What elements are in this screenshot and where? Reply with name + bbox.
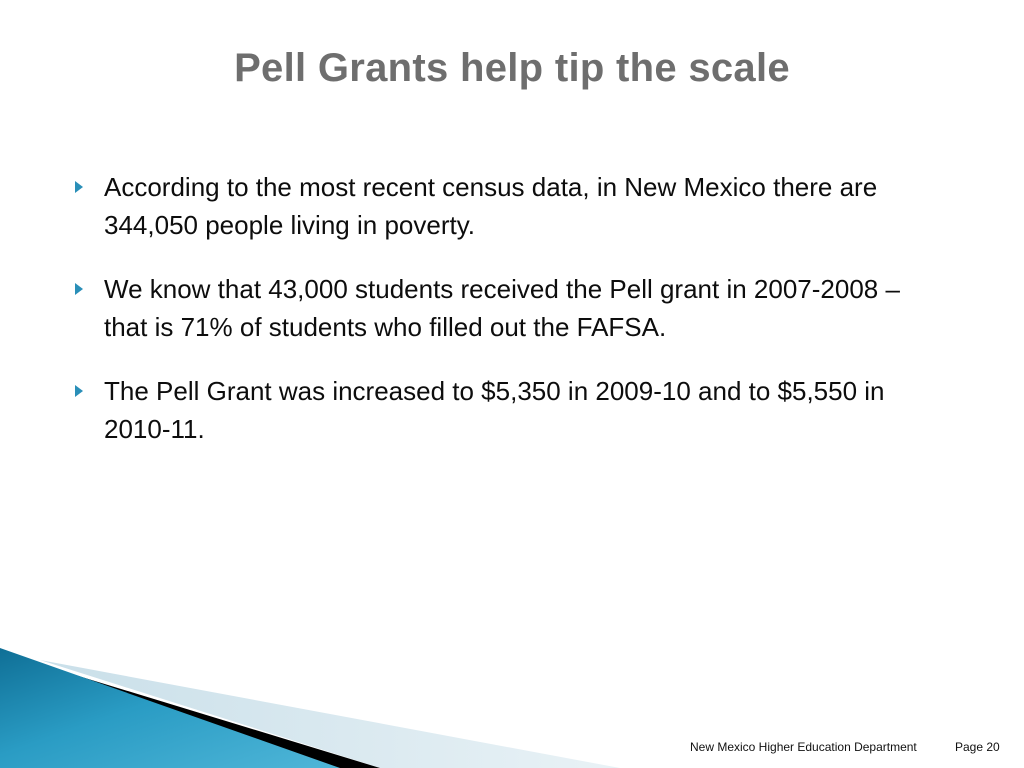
triangle-bullet-icon (75, 283, 83, 295)
bullet-item (72, 168, 932, 244)
bullet-text: The Pell Grant was increased to $5,350 in 2009-10 and to $5,550 in 2010-11. (104, 376, 885, 444)
footer-page-number: Page 20 (955, 740, 1000, 754)
triangle-bullet-icon (75, 181, 83, 193)
bullet-item (72, 270, 932, 346)
bullet-list (72, 168, 932, 474)
bullet-text: According to the most recent census data, in New Mexico there are 344,050 people living in poverty. (104, 172, 878, 240)
slide-title: Pell Grants help tip the scale (234, 46, 790, 90)
footer-department: New Mexico Higher Education Department (690, 740, 917, 754)
bullet-item (72, 372, 932, 448)
bullet-text: We know that 43,000 students received the Pell grant in 2007-2008 – that is 71% of students who filled out the FAFSA. (104, 274, 900, 342)
triangle-bullet-icon (75, 385, 83, 397)
